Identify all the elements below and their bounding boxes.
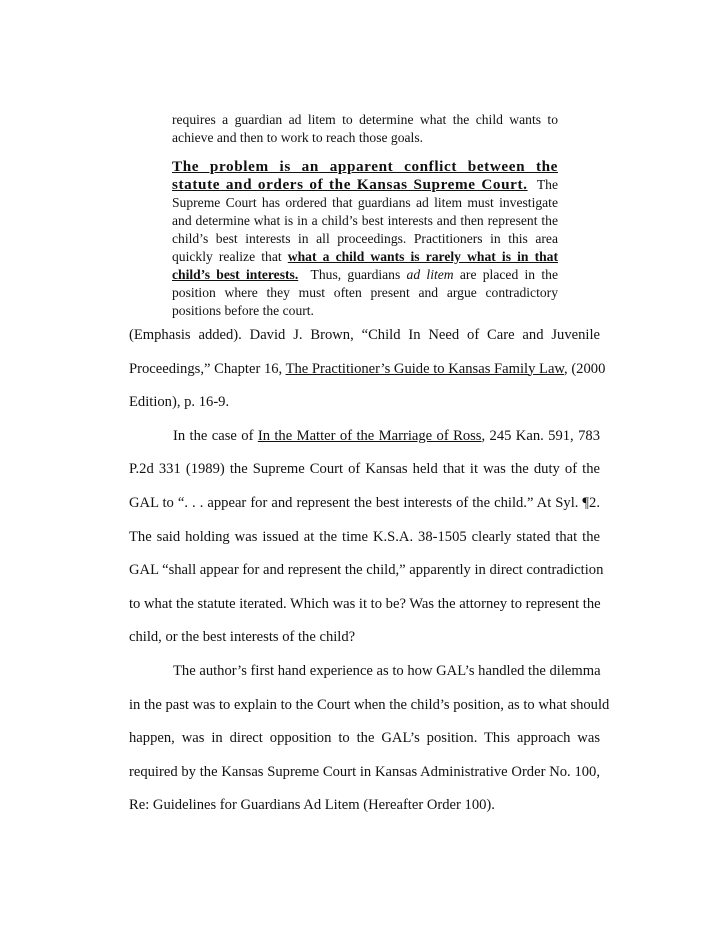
quote-text (172, 158, 558, 320)
line-segment: , (2000 (564, 360, 606, 377)
quote-text-segment: Thus, guardians (310, 267, 401, 282)
body-line: The author’s first hand experience as to how GAL’s handled the dilemma (173, 662, 601, 679)
body-line: The said holding was issued at the time K.S.A. 38-1505 clearly stated that the (129, 528, 600, 545)
body-line: P.2d 331 (1989) the Supreme Court of Kansas held that it was the duty of the (129, 461, 600, 478)
line-segment: , 245 Kan. 591, 783 (481, 427, 600, 444)
italic-term: ad litem (406, 267, 454, 282)
quote-text-segment: are placed in the position where they must often present and argue contradictory positions before the court. (172, 267, 558, 318)
body-line: required by the Kansas Supreme Court in Kansas Administrative Order No. 100, (129, 763, 600, 780)
quote-text: requires a guardian ad litem to determine what the child wants to achieve and then to work to reach those goals. (172, 112, 558, 145)
body-line: (Emphasis added). David J. Brown, “Child In Need of Care and Juvenile (129, 327, 600, 343)
body-line: Re: Guidelines for Guardians Ad Litem (Hereafter Order 100). (129, 797, 495, 814)
emphasized-phrase: what a child wants is rarely what is in that child’s best interests. (172, 249, 559, 282)
block-quote-paragraph-2 (172, 158, 558, 320)
body-line: in the past was to explain to the Court when the child’s position, as to what should (129, 696, 610, 713)
emphasized-statement: The problem is an apparent conflict between the statute and orders of the Kansas Supreme Court. (172, 158, 558, 193)
body-line (129, 353, 606, 387)
body-line: to what the statute iterated. Which was it to be? Was the attorney to represent the (129, 595, 601, 612)
quote-text-segment: The Supreme Court has ordered that guardians ad litem must investigate and determine what is in a child’s best interests and then represent the child’s best interests in all proceedings. Practitioners in this area quickly realize that (172, 177, 558, 264)
case-name: In the Matter of the Marriage of Ross (257, 427, 482, 444)
body-line: child, or the best interests of the child? (129, 629, 356, 646)
body-line: GAL to “. . . appear for and represent the best interests of the child.” At Syl. ¶2. (129, 494, 600, 511)
body-line: GAL “shall appear for and represent the child,” apparently in direct contradiction (129, 562, 604, 579)
line-segment: Proceedings,” Chapter 16, (129, 360, 286, 377)
body-text (129, 319, 610, 823)
citation-title: The Practitioner’s Guide to Kansas Family Law (285, 360, 565, 377)
line-segment: In the case of (173, 427, 258, 444)
body-line: happen, was in direct opposition to the GAL’s position. This approach was (129, 730, 600, 747)
body-line (129, 420, 600, 454)
body-line: Edition), p. 16-9. (129, 394, 230, 411)
block-quote-paragraph-1 (172, 111, 558, 147)
